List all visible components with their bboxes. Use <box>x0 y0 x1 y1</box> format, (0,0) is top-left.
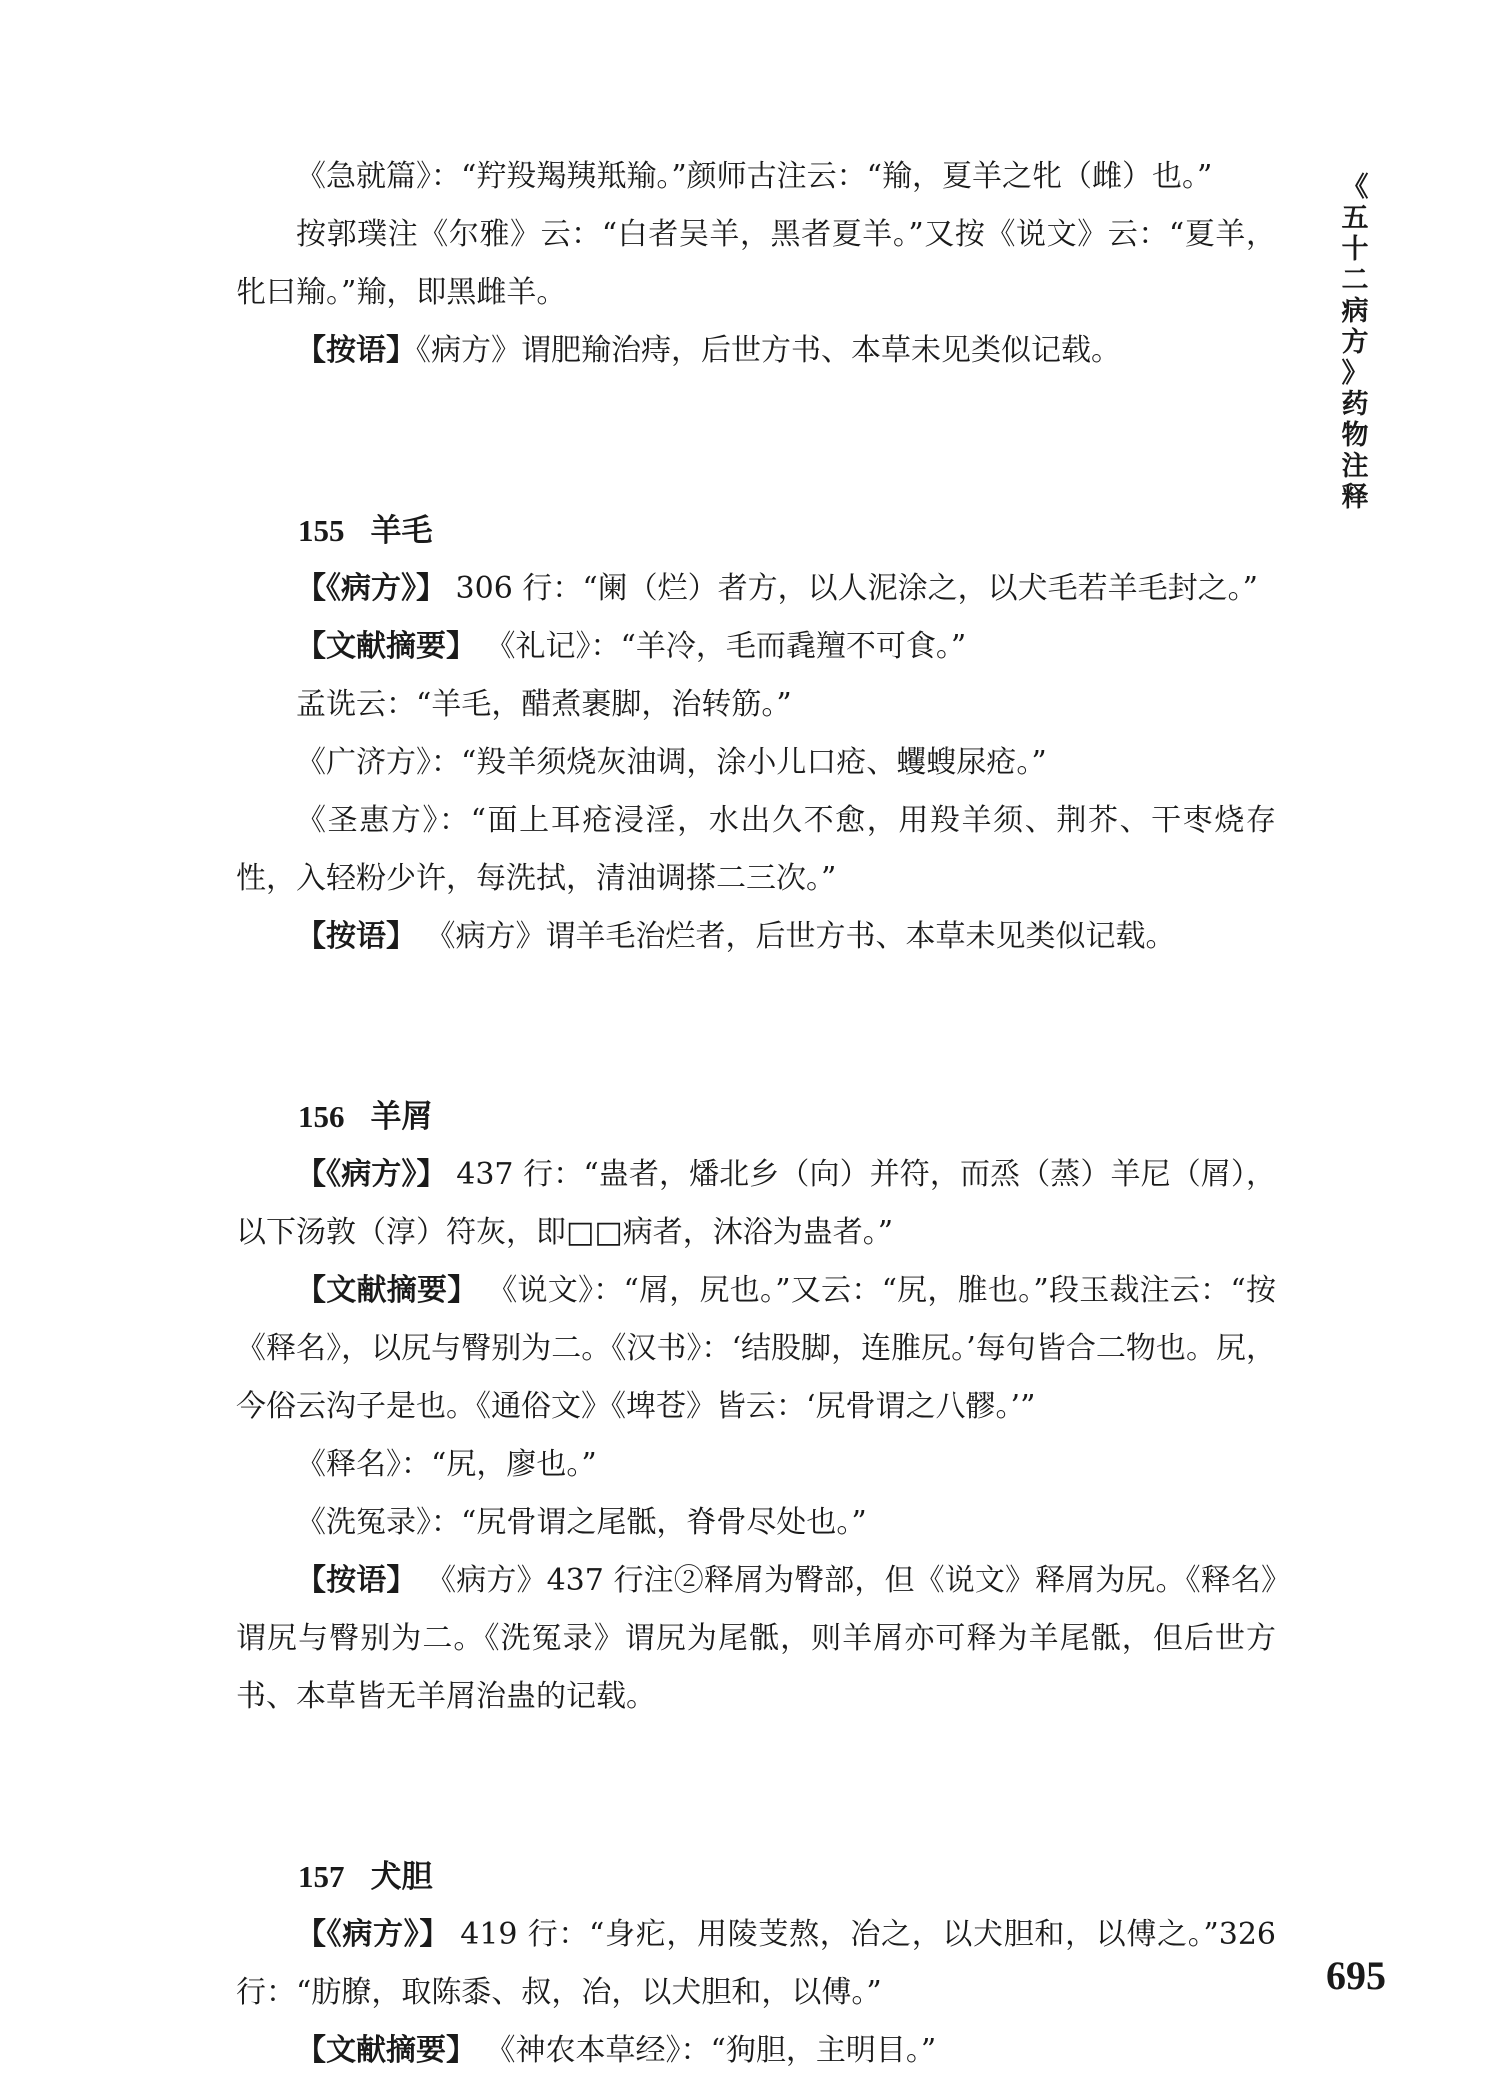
running-header-char: 病 <box>1341 296 1369 327</box>
entry-155 <box>236 502 1276 966</box>
entry-title: 羊屑 <box>370 1099 433 1135</box>
excerpt-label: 【文献摘要】 <box>296 1273 478 1308</box>
paragraph: 按郭璞注《尔雅》云：“白者吴羊，黑者夏羊。”又按《说文》云：“夏羊，牝曰羭。”羭，即黑雌羊。 <box>236 217 1276 310</box>
entry-heading <box>236 1088 1276 1146</box>
running-header-char: 药 <box>1341 389 1369 420</box>
running-header-char: 十 <box>1341 234 1369 265</box>
excerpt-text: 《礼记》：“羊冷，毛而毳羶不可食。” <box>485 629 967 664</box>
running-header-char: 方 <box>1341 327 1369 358</box>
source-text: 306 行：“阑（烂）者方，以人泥涂之，以犬毛若羊毛封之。” <box>455 571 1259 606</box>
paragraph: 《洗冤录》：“尻骨谓之尾骶，脊骨尽处也。” <box>296 1505 867 1540</box>
note-paragraph <box>236 322 1276 380</box>
source-paragraph <box>236 1146 1276 1262</box>
excerpt-text: 《神农本草经》：“狗胆，主明目。” <box>485 2033 937 2068</box>
paragraph: 《圣惠方》：“面上耳疮浸淫，水出久不愈，用羖羊须、荆芥、干枣烧存性，入轻粉少许，每洗拭，清油调搽二三次。” <box>236 803 1276 896</box>
entry-title: 羊毛 <box>370 513 433 549</box>
running-header-char: 二 <box>1341 265 1369 296</box>
excerpt-text: 《说文》：“屑，尻也。”又云：“尻，脽也。”段玉裁注云：“按《释名》，以尻与臀别为二。《汉书》：‘结股脚，连脽尻。’每句皆合二物也。尻，今俗云沟子是也。《通俗文》《埤苍》皆云：‘尻骨谓之八髎。’” <box>236 1273 1276 1424</box>
note-label: 【按语】 <box>296 1563 417 1598</box>
note-text: 《病方》谓羊毛治烂者，后世方书、本草未见类似记载。 <box>425 919 1176 954</box>
running-header-char: 五 <box>1341 203 1369 234</box>
source-text: 419 行：“身疕，用陵芰熬，冶之，以犬胆和，以傅之。”326 行：“肪膫，取陈黍、叔，冶，以犬胆和，以傅。” <box>236 1917 1277 2010</box>
note-label: 【按语】 <box>296 919 416 954</box>
source-label: 【《病方》】 <box>296 1917 451 1952</box>
source-label: 【《病方》】 <box>296 1157 447 1192</box>
running-header-char: 》 <box>1341 358 1369 389</box>
entry-heading <box>236 502 1276 560</box>
entry-number: 156 <box>298 1099 345 1134</box>
running-header-char: 物 <box>1341 420 1369 451</box>
note-paragraph <box>236 908 1276 966</box>
excerpt-label: 【文献摘要】 <box>296 629 476 664</box>
running-header <box>1330 172 1380 513</box>
excerpt-paragraph <box>236 618 1276 676</box>
running-header-char: 《 <box>1341 172 1369 203</box>
excerpt-paragraph <box>236 1262 1276 1436</box>
paragraph: 孟诜云：“羊毛，醋煮裹脚，治转筋。” <box>296 687 792 722</box>
entry-156 <box>236 1088 1276 1726</box>
source-label: 【《病方》】 <box>296 571 446 606</box>
note-paragraph <box>236 1552 1276 1726</box>
entry-number: 157 <box>298 1859 345 1894</box>
running-header-char: 注 <box>1341 451 1369 482</box>
running-header-char: 释 <box>1341 482 1369 513</box>
excerpt-paragraph <box>236 2022 1276 2080</box>
source-paragraph <box>236 560 1276 618</box>
page-text <box>236 148 1276 2080</box>
entry-157 <box>236 1848 1276 2080</box>
excerpt-label: 【文献摘要】 <box>296 2033 476 2068</box>
paragraph: 《急就篇》：“羜羖羯羠羝羭。”颜师古注云：“羭，夏羊之牝（雌）也。” <box>296 159 1213 194</box>
note-label: 【按语】 <box>296 333 416 368</box>
entry-title: 犬胆 <box>370 1859 433 1895</box>
paragraph: 《释名》：“尻，廖也。” <box>296 1447 597 1482</box>
entry-heading <box>236 1848 1276 1906</box>
paragraph: 《广济方》：“羖羊须烧灰油调，涂小儿口疮、蠼螋尿疮。” <box>296 745 1047 780</box>
note-text: 《病方》谓肥羭治痔，后世方书、本草未见类似记载。 <box>416 333 1121 368</box>
source-text: 437 行：“蛊者，燔北乡（向）并符，而烝（蒸）羊尼（屑），以下汤敦（淳）符灰，即□□病者，沐浴为蛊者。” <box>236 1157 1276 1250</box>
entry-number: 155 <box>298 513 345 548</box>
source-paragraph <box>236 1906 1276 2022</box>
page-number: 695 <box>1326 1953 1386 1998</box>
note-text: 《病方》437 行注②释屑为臀部，但《说文》释屑为尻。《释名》谓尻与臀别为二。《洗冤录》谓尻为尾骶，则羊屑亦可释为羊尾骶，但后世方书、本草皆无羊屑治蛊的记载。 <box>236 1563 1277 1714</box>
